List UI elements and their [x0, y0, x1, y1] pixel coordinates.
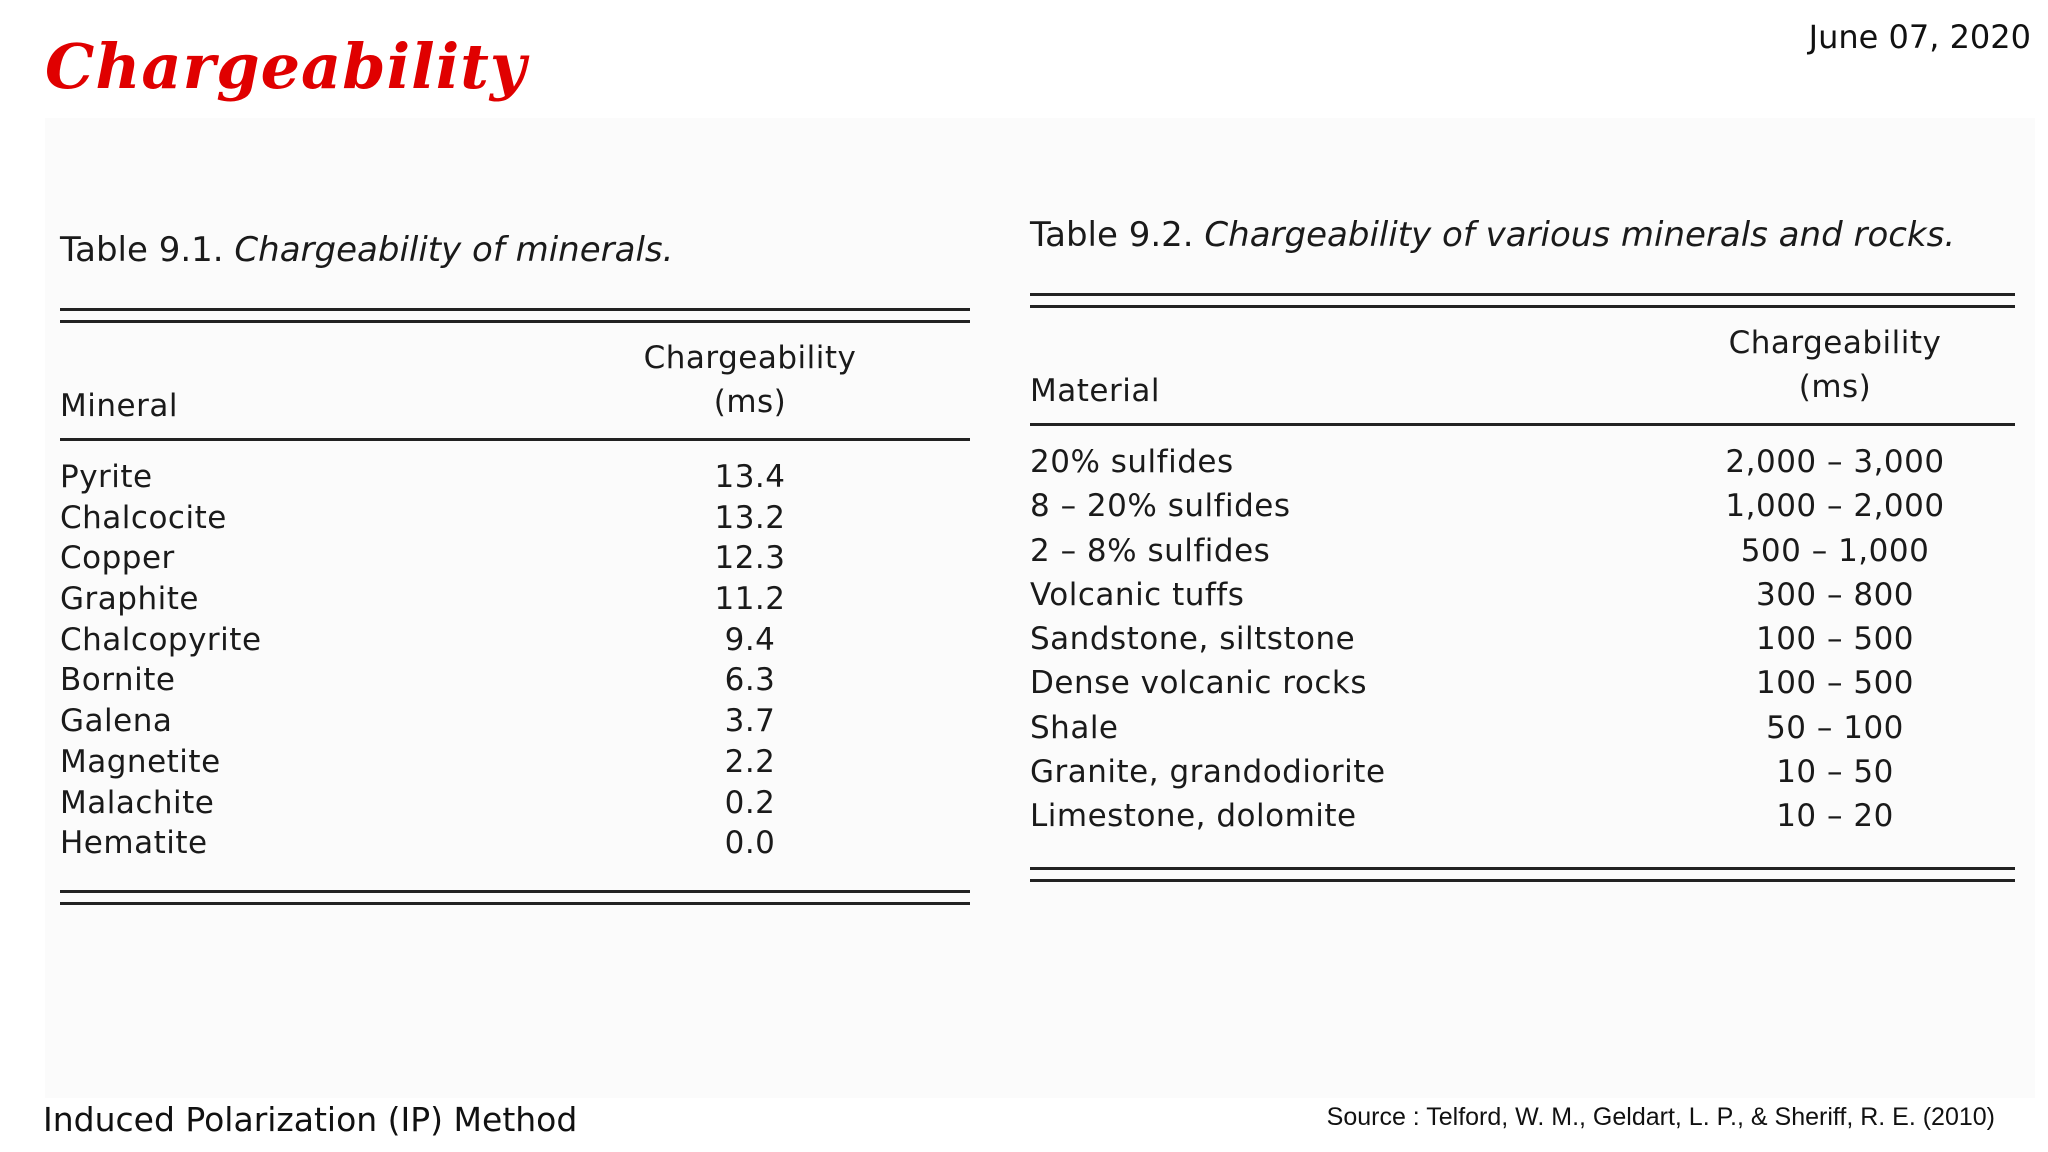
table-row	[60, 785, 970, 826]
table-row	[60, 825, 970, 866]
table-header	[60, 323, 970, 438]
material-name: 20% sulfides	[1030, 444, 1234, 480]
chargeability-value: 12.3	[714, 540, 786, 577]
table-body	[60, 441, 970, 890]
material-name: Dense volcanic rocks	[1030, 665, 1367, 702]
table-row	[60, 500, 970, 541]
column-header-chargeability	[1670, 321, 2000, 409]
chargeability-range: 50 – 100	[1766, 709, 1904, 746]
table-row	[1030, 488, 2015, 532]
chargeability-range: 100 – 500	[1755, 665, 1915, 702]
mineral-name: Hematite	[60, 825, 208, 862]
mineral-name: Graphite	[60, 581, 199, 618]
table-caption-text: Chargeability of minerals.	[234, 230, 674, 270]
table-top-rule	[60, 308, 970, 323]
chargeability-range: 2,000 – 3,000	[1725, 444, 1945, 480]
table-caption-label: Table 9.1.	[60, 230, 224, 270]
table-row	[60, 540, 970, 581]
table-row	[1030, 798, 2015, 842]
material-name: Sandstone, siltstone	[1030, 621, 1356, 658]
chargeability-value: 13.2	[714, 499, 786, 536]
material-name: Granite, grandodiorite	[1030, 754, 1386, 791]
table-caption	[1030, 215, 2015, 255]
material-name: Shale	[1030, 709, 1119, 746]
mineral-name: Copper	[60, 540, 175, 577]
column-header-chargeability-unit: (ms)	[1798, 369, 1872, 405]
column-header-chargeability-unit: (ms)	[713, 384, 787, 420]
mineral-name: Chalcocite	[60, 499, 227, 536]
chargeability-value: 11.2	[714, 581, 786, 618]
column-header-mineral: Mineral	[60, 388, 178, 424]
column-header-material: Material	[1030, 373, 1160, 409]
table-row	[60, 703, 970, 744]
slide-title: Chargeability	[45, 30, 527, 103]
chargeability-range: 100 – 500	[1755, 621, 1915, 658]
table-caption	[60, 230, 970, 270]
table-top-rule	[1030, 293, 2015, 308]
table-row	[60, 744, 970, 785]
table-caption-label: Table 9.2.	[1030, 215, 1194, 255]
chargeability-range: 500 – 1,000	[1740, 532, 1930, 569]
table-row	[60, 459, 970, 500]
table-minerals-and-rocks	[1030, 215, 2015, 882]
chargeability-value: 6.3	[724, 662, 776, 699]
chargeability-value: 0.0	[724, 825, 776, 862]
table-bottom-rule	[1030, 867, 2015, 882]
column-header-chargeability-line1: Chargeability	[1728, 325, 1942, 361]
table-bottom-rule	[60, 890, 970, 905]
chargeability-range: 10 – 20	[1776, 798, 1894, 835]
table-header	[1030, 308, 2015, 423]
mineral-name: Magnetite	[60, 743, 221, 780]
slide-date: June 07, 2020	[1808, 18, 2031, 56]
chargeability-value: 0.2	[724, 784, 776, 821]
table-row	[1030, 444, 2015, 488]
chargeability-range: 300 – 800	[1755, 576, 1915, 613]
table-row	[60, 662, 970, 703]
table-caption-text: Chargeability of various minerals and rocks.	[1204, 215, 1956, 255]
table-row	[1030, 665, 2015, 709]
footer-source-citation: Source : Telford, W. M., Geldart, L. P., & Sheriff, R. E. (2010)	[1326, 1103, 1995, 1131]
mineral-name: Chalcopyrite	[60, 621, 262, 658]
material-name: Limestone, dolomite	[1030, 798, 1357, 835]
chargeability-value: 2.2	[724, 743, 776, 780]
table-minerals	[60, 230, 970, 905]
material-name: Volcanic tuffs	[1030, 576, 1245, 613]
table-row	[1030, 710, 2015, 754]
table-body	[1030, 426, 2015, 867]
table-row	[60, 581, 970, 622]
material-name: 8 – 20% sulfides	[1030, 488, 1291, 525]
mineral-name: Galena	[60, 703, 173, 740]
material-name: 2 – 8% sulfides	[1030, 532, 1271, 569]
table-row	[60, 622, 970, 663]
table-row	[1030, 577, 2015, 621]
table-row	[1030, 621, 2015, 665]
chargeability-value: 9.4	[724, 621, 776, 658]
chargeability-range: 1,000 – 2,000	[1725, 488, 1945, 525]
chargeability-value: 3.7	[724, 703, 776, 740]
table-row	[1030, 754, 2015, 798]
footer-topic: Induced Polarization (IP) Method	[43, 1100, 578, 1139]
chargeability-value: 13.4	[714, 459, 786, 495]
column-header-chargeability-line1: Chargeability	[643, 340, 857, 376]
mineral-name: Bornite	[60, 662, 176, 699]
column-header-chargeability	[620, 336, 880, 424]
chargeability-range: 10 – 50	[1776, 754, 1894, 791]
mineral-name: Pyrite	[60, 459, 153, 495]
table-row	[1030, 533, 2015, 577]
mineral-name: Malachite	[60, 784, 215, 821]
